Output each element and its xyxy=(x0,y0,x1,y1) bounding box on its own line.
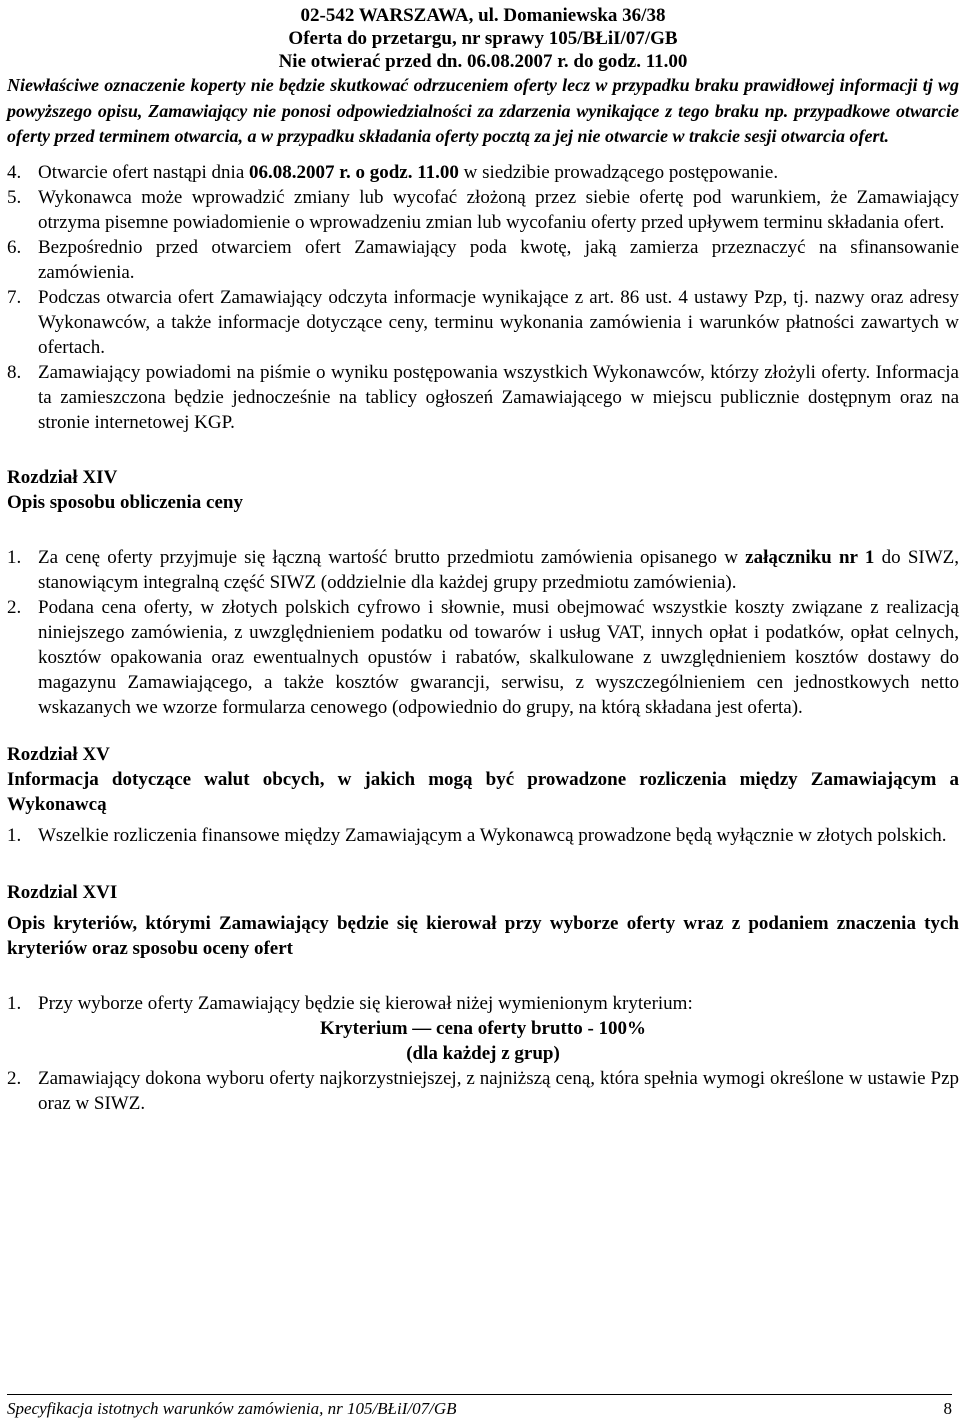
list-number: 8. xyxy=(7,361,22,383)
list-item-xiv-1 xyxy=(7,545,959,595)
list-number: 1. xyxy=(7,992,22,1014)
header-do-not-open: Nie otwierać przed dn. 06.08.2007 r. do godz. 11.00 xyxy=(278,51,688,72)
list-number: 1. xyxy=(7,546,22,568)
list-text: Wykonawca może wprowadzić zmiany lub wycofać złożoną przez siebie ofertę pod warunkiem, że Zamawiający otrzyma pisemne powiadomienie o wprowadzeniu zmian lub wycofaniu oferty przed upływem terminu składania ofert. xyxy=(38,186,959,233)
list-text: Zamawiający powiadomi na piśmie o wyniku postępowania wszystkich Wykonawców, którzy złożyli oferty. Informacja ta zamieszczona będzie jednocześnie na tablicy ogłoszeń Zamawiającego w miejscu publicznie dostępnym oraz na stronie internetowej KGP. xyxy=(38,361,959,433)
list-number: 4. xyxy=(7,161,22,183)
list-item-xvi-1 xyxy=(7,991,959,1016)
page-footer xyxy=(7,1394,952,1420)
list-text: Przy wyborze oferty Zamawiający będzie się kierował niżej wymienionym kryterium: xyxy=(38,992,693,1014)
list-number: 1. xyxy=(7,824,22,846)
footer-title: Specyfikacja istotnych warunków zamówienia, nr 105/BŁiI/07/GB xyxy=(7,1399,457,1418)
header-offer-line: Oferta do przetargu, nr sprawy 105/BŁiI/07/GB xyxy=(288,28,678,49)
list-item-8 xyxy=(7,360,959,435)
list-item-7 xyxy=(7,285,959,360)
envelope-warning: Niewłaściwe oznaczenie koperty nie będzie skutkować odrzuceniem oferty lecz w przypadku braku prawidłowej informacji tj wg powyższego opisu, Zamawiający nie ponosi odpowiedzialności za zdarzenia wynikające z tego braku np. przypadkowe otwarcie oferty przed terminem otwarcia, a w przypadku składania oferty pocztą za jej nie otwarcie w trakcie sesji otwarcia ofert. xyxy=(7,75,959,146)
list-text: Otwarcie ofert nastąpi dnia 06.08.2007 r. o godz. 11.00 w siedzibie prowadzącego postępowanie. xyxy=(38,161,779,183)
list-item-5 xyxy=(7,185,959,235)
list-text: Wszelkie rozliczenia finansowe między Zamawiającym a Wykonawcą prowadzone będą wyłącznie w złotych polskich. xyxy=(38,824,947,846)
list-item-xv-1 xyxy=(7,823,959,848)
section-title-xiv: Rozdział XIV xyxy=(7,466,118,488)
list-number: 6. xyxy=(7,236,22,258)
list-text: Podczas otwarcia ofert Zamawiający odczyta informacje wynikające z art. 86 ust. 4 ustawy Pzp, tj. nazwy oraz adresy Wykonawców, a także informacje dotyczące ceny, terminu wykonania zamówienia i warunków płatności zawartych w ofertach. xyxy=(38,286,959,358)
list-text: Podana cena oferty, w złotych polskich cyfrowo i słownie, musi obejmować wszystkie koszty związane z realizacją niniejszego zamówienia, z uwzględnieniem podatku od towarów i usług VAT, innych opłat i podatków, opłat celnych, kosztów opakowania oraz ewentualnych opustów i rabatów, skalkulowane z uwzględnieniem kosztów dostawy do magazynu Zamawiającego, a także kosztów gwarancji, serwisu, z wyszczególnieniem cen jednostkowych netto wskazanych we wzorze formularza cenowego (odpowiednio do grupy, na którą składana jest oferta). xyxy=(38,596,959,718)
attachment-reference: załączniku nr 1 xyxy=(745,546,875,568)
section-subtitle-xv: Informacja dotyczące walut obcych, w jakich mogą być prowadzone rozliczenia między Zamawiającym a Wykonawcą xyxy=(7,768,959,815)
section-subtitle-xiv: Opis sposobu obliczenia ceny xyxy=(7,491,243,513)
list-item-xiv-2 xyxy=(7,595,959,720)
criterion-note: (dla każdej z grup) xyxy=(406,1042,560,1064)
section-title-xvi: Rozdzial XVI xyxy=(7,881,118,903)
list-item-6 xyxy=(7,235,959,285)
section-subtitle-xvi: Opis kryteriów, którymi Zamawiający będzie się kierował przy wyborze oferty wraz z podaniem znaczenia tych kryteriów oraz sposobu oceny ofert xyxy=(7,912,959,959)
document-page xyxy=(7,4,959,1116)
list-text: Za cenę oferty przyjmuje się łączną wartość brutto przedmiotu zamówienia opisanego w załączniku nr 1 do SIWZ, stanowiącym integralną część SIWZ (oddzielnie dla każdej grupy przedmiotu zamówienia). xyxy=(38,546,960,593)
criterion-price: Kryterium — cena oferty brutto - 100% xyxy=(319,1017,647,1039)
list-item-4 xyxy=(7,160,959,185)
criterion-block xyxy=(7,1016,959,1066)
list-number: 2. xyxy=(7,596,22,618)
section-title-xv: Rozdział XV xyxy=(7,743,110,765)
list-number: 7. xyxy=(7,286,22,308)
list-number: 5. xyxy=(7,186,22,208)
page-number: 8 xyxy=(943,1399,952,1418)
header-address: 02-542 WARSZAWA, ul. Domaniewska 36/38 xyxy=(300,5,666,26)
list-item-xvi-2 xyxy=(7,1066,959,1116)
opening-date: 06.08.2007 r. o godz. 11.00 xyxy=(249,161,459,183)
list-number: 2. xyxy=(7,1067,22,1089)
list-text: Zamawiający dokona wyboru oferty najkorzystniejszej, z najniższą ceną, która spełnia wymogi określone w ustawie Pzp oraz w SIWZ. xyxy=(38,1067,959,1114)
list-text: Bezpośrednio przed otwarciem ofert Zamawiający poda kwotę, jaką zamierza przeznaczyć na sfinansowanie zamówienia. xyxy=(38,236,959,283)
